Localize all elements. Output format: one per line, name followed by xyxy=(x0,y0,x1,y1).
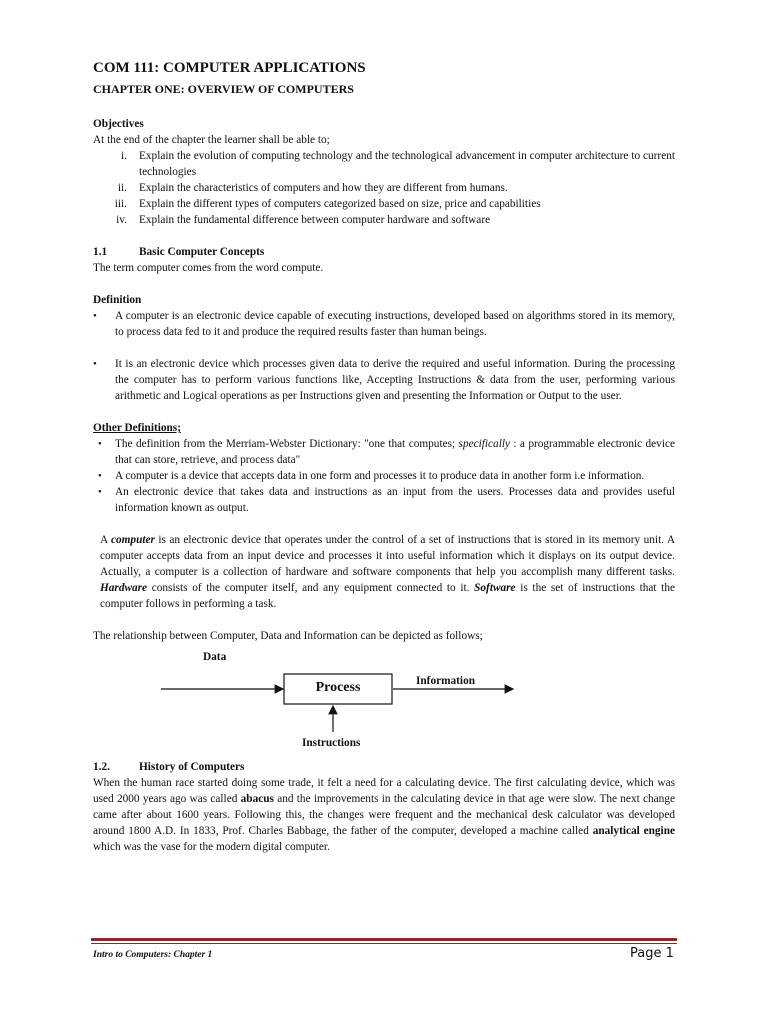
section-heading xyxy=(93,244,675,260)
computer-paragraph: A computer is an electronic device that operates under the control of a set of instructions that is stored in its memory unit. A computer accepts data from an input device and processes it into useful information which it displays on its output device. Actually, a computer is a collection of hardware and software components that help you accomplish many different tasks. Hardware consists of the computer itself, and any equipment connected to it. Software is the set of instructions that the computer follows in performing a task. xyxy=(100,534,676,610)
section-title: History of Computers xyxy=(139,761,245,773)
instructions-label: Instructions xyxy=(302,737,361,749)
objectives-heading: Objectives xyxy=(93,118,144,130)
information-label: Information xyxy=(416,675,475,687)
process-label: Process xyxy=(315,680,361,695)
section-number: 1.2. xyxy=(93,761,110,773)
objective-item xyxy=(93,196,675,212)
data-label: Data xyxy=(203,651,227,663)
footer-chapter-label: Intro to Computers: Chapter 1 xyxy=(93,950,213,960)
list-item xyxy=(93,436,675,468)
objective-number: iii. xyxy=(114,198,127,210)
other-definitions-heading: Other Definitions; xyxy=(93,422,181,434)
objective-item xyxy=(93,180,675,196)
objective-text: Explain the fundamental difference between computer hardware and software xyxy=(139,214,491,226)
list-item-text: It is an electronic device which processes given data to derive the required and useful information. During the processing the computer has to perform various functions like, Accepting Instructions & data from the user, performing various arithmetic and Logical operations as per Instructions given and presenting the Information or Output to the user. xyxy=(115,358,675,402)
objective-text: Explain the characteristics of computers and how they are different from humans. xyxy=(139,182,508,194)
bullet-icon xyxy=(93,468,115,484)
list-item-text: A computer is a device that accepts data in one form and processes it to produce data in another form i.e information. xyxy=(115,470,645,482)
objectives-list xyxy=(93,148,675,228)
section-heading xyxy=(93,759,675,775)
definition-heading: Definition xyxy=(93,294,142,306)
objective-number: ii. xyxy=(117,182,127,194)
list-item-text: An electronic device that takes data and instructions as an input from the users. Processes data and provides useful information known as output. xyxy=(115,486,675,514)
process-diagram xyxy=(93,644,675,752)
definition-list xyxy=(93,308,675,404)
objective-number: iv. xyxy=(116,214,127,226)
document-title: COM 111: COMPUTER APPLICATIONS xyxy=(93,60,366,76)
page-number: Page 1 xyxy=(630,946,674,961)
section-title: Basic Computer Concepts xyxy=(139,246,265,258)
objectives-intro: At the end of the chapter the learner shall be able to; xyxy=(93,134,330,146)
section-text: The term computer comes from the word compute. xyxy=(93,262,324,274)
list-item xyxy=(93,484,675,516)
other-definitions-list xyxy=(93,436,675,516)
objective-number: i. xyxy=(121,150,127,162)
objective-text: Explain the evolution of computing technology and the technological advancement in computer architecture to current technologies xyxy=(139,150,675,178)
process-diagram-graphic xyxy=(93,644,675,752)
section-number: 1.1 xyxy=(93,246,108,258)
list-item xyxy=(93,308,675,340)
list-item-text: The definition from the Merriam-Webster Dictionary: "one that computes; specifically : a programmable electronic device that can store, retrieve, and process data" xyxy=(115,438,675,466)
bullet-icon xyxy=(93,308,115,340)
document-page xyxy=(93,58,675,855)
chapter-title: CHAPTER ONE: OVERVIEW OF COMPUTERS xyxy=(93,82,354,96)
history-paragraph: When the human race started doing some trade, it felt a need for a calculating device. The first calculating device, which was used 2000 years ago was called abacus and the improvements in the calculating device in that age were slow. The next change came after about 1600 years. Following this, the changes were frequent and the mechanical desk calculator was developed around 1800 A.D. In 1833, Prof. Charles Babbage, the father of the computer, developed a machine called analytical engine which was the vase for the modern digital computer. xyxy=(93,777,675,853)
list-item xyxy=(93,468,675,484)
objective-text: Explain the different types of computers categorized based on size, price and capabilities xyxy=(139,198,541,210)
list-item xyxy=(93,356,675,404)
relationship-intro: The relationship between Computer, Data and Information can be depicted as follows; xyxy=(93,630,483,642)
footer-rule xyxy=(91,938,677,944)
bullet-icon xyxy=(93,356,115,404)
bullet-icon xyxy=(93,484,115,516)
objective-item xyxy=(93,212,675,228)
list-item-text: A computer is an electronic device capable of executing instructions, developed based on algorithms stored in its memory, to process data fed to it and produce the required results faster than human beings. xyxy=(115,310,675,338)
bullet-icon xyxy=(93,436,115,468)
objective-item xyxy=(93,148,675,180)
